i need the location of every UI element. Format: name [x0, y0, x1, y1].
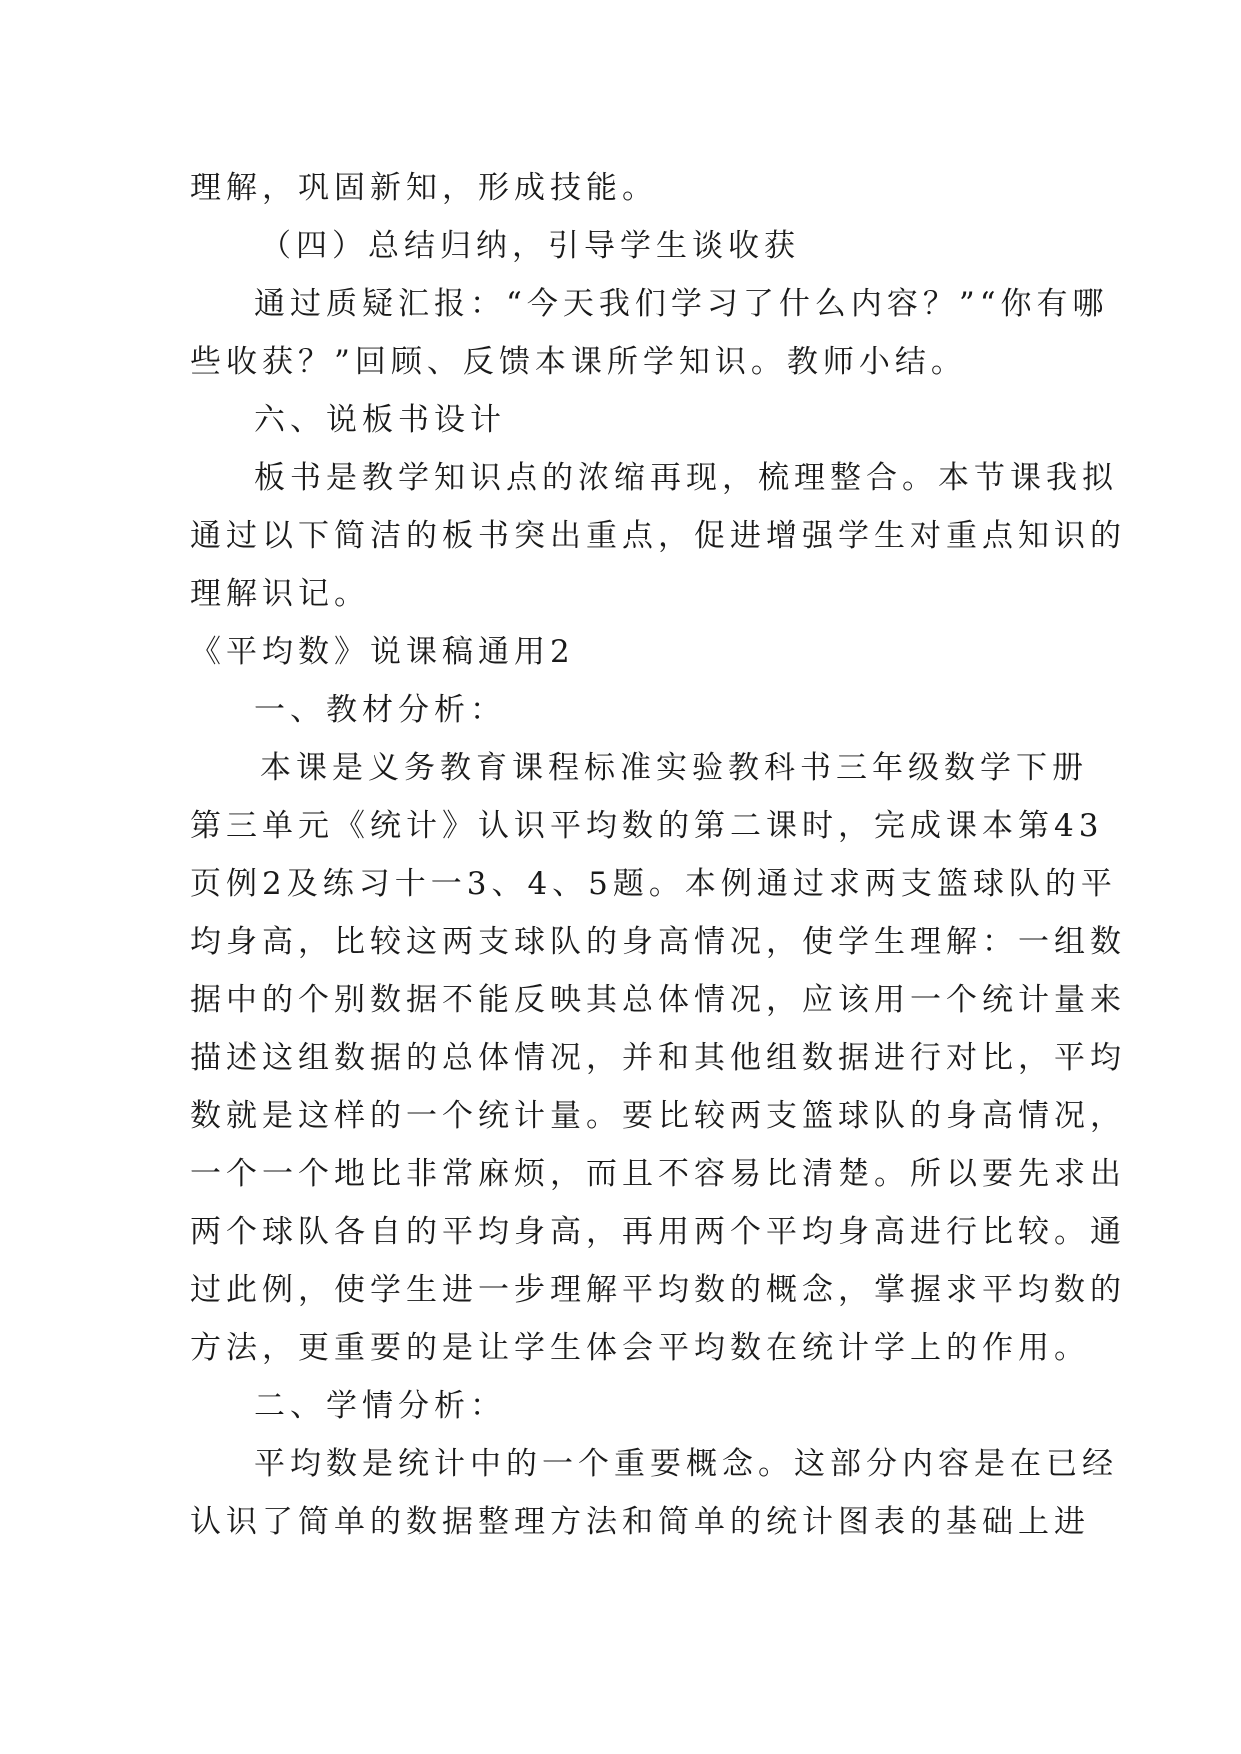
paragraph-line-19: 两个球队各自的平均身高，再用两个平均身高进行比较。通 — [190, 1214, 1126, 1250]
paragraph-line-15: 据中的个别数据不能反映其总体情况，应该用一个统计量来 — [190, 982, 1126, 1018]
paragraph-line-17: 数就是这样的一个统计量。要比较两支篮球队的身高情况， — [190, 1098, 1126, 1134]
document-subtitle: 《平均数》说课稿通用2 — [190, 634, 575, 670]
section-heading-learner-analysis: 二、学情分析： — [254, 1388, 506, 1424]
paragraph-line-13: 页例2及练习十一3、4、5题。本例通过求两支篮球队的平 — [190, 866, 1117, 902]
paragraph-line-21: 方法，更重要的是让学生体会平均数在统计学上的作用。 — [190, 1330, 1090, 1366]
paragraph-line-20: 过此例，使学生进一步理解平均数的概念，掌握求平均数的 — [190, 1272, 1126, 1308]
section-heading-textbook-analysis: 一、教材分析： — [254, 692, 506, 728]
paragraph-line-18: 一个一个地比非常麻烦，而且不容易比清楚。所以要先求出 — [190, 1156, 1126, 1192]
section-heading-summary: （四）总结归纳，引导学生谈收获 — [260, 228, 800, 264]
paragraph-line-7: 通过以下简洁的板书突出重点，促进增强学生对重点知识的 — [190, 518, 1126, 554]
paragraph-line-11: 本课是义务教育课程标准实验教科书三年级数学下册 — [260, 750, 1088, 786]
paragraph-line-1: 理解，巩固新知，形成技能。 — [190, 170, 658, 206]
paragraph-line-3: 通过质疑汇报：“今天我们学习了什么内容？”“你有哪 — [254, 286, 1109, 322]
section-heading-board-design: 六、说板书设计 — [254, 402, 506, 438]
paragraph-line-24: 认识了简单的数据整理方法和简单的统计图表的基础上进 — [190, 1504, 1090, 1540]
paragraph-line-12: 第三单元《统计》认识平均数的第二课时，完成课本第43 — [190, 808, 1104, 844]
paragraph-line-6: 板书是教学知识点的浓缩再现，梳理整合。本节课我拟 — [254, 460, 1118, 496]
paragraph-line-16: 描述这组数据的总体情况，并和其他组数据进行对比，平均 — [190, 1040, 1126, 1076]
paragraph-line-8: 理解识记。 — [190, 576, 370, 612]
paragraph-line-14: 均身高，比较这两支球队的身高情况，使学生理解：一组数 — [190, 924, 1126, 960]
paragraph-line-23: 平均数是统计中的一个重要概念。这部分内容是在已经 — [254, 1446, 1118, 1482]
paragraph-line-4: 些收获？”回顾、反馈本课所学知识。教师小结。 — [190, 344, 967, 380]
